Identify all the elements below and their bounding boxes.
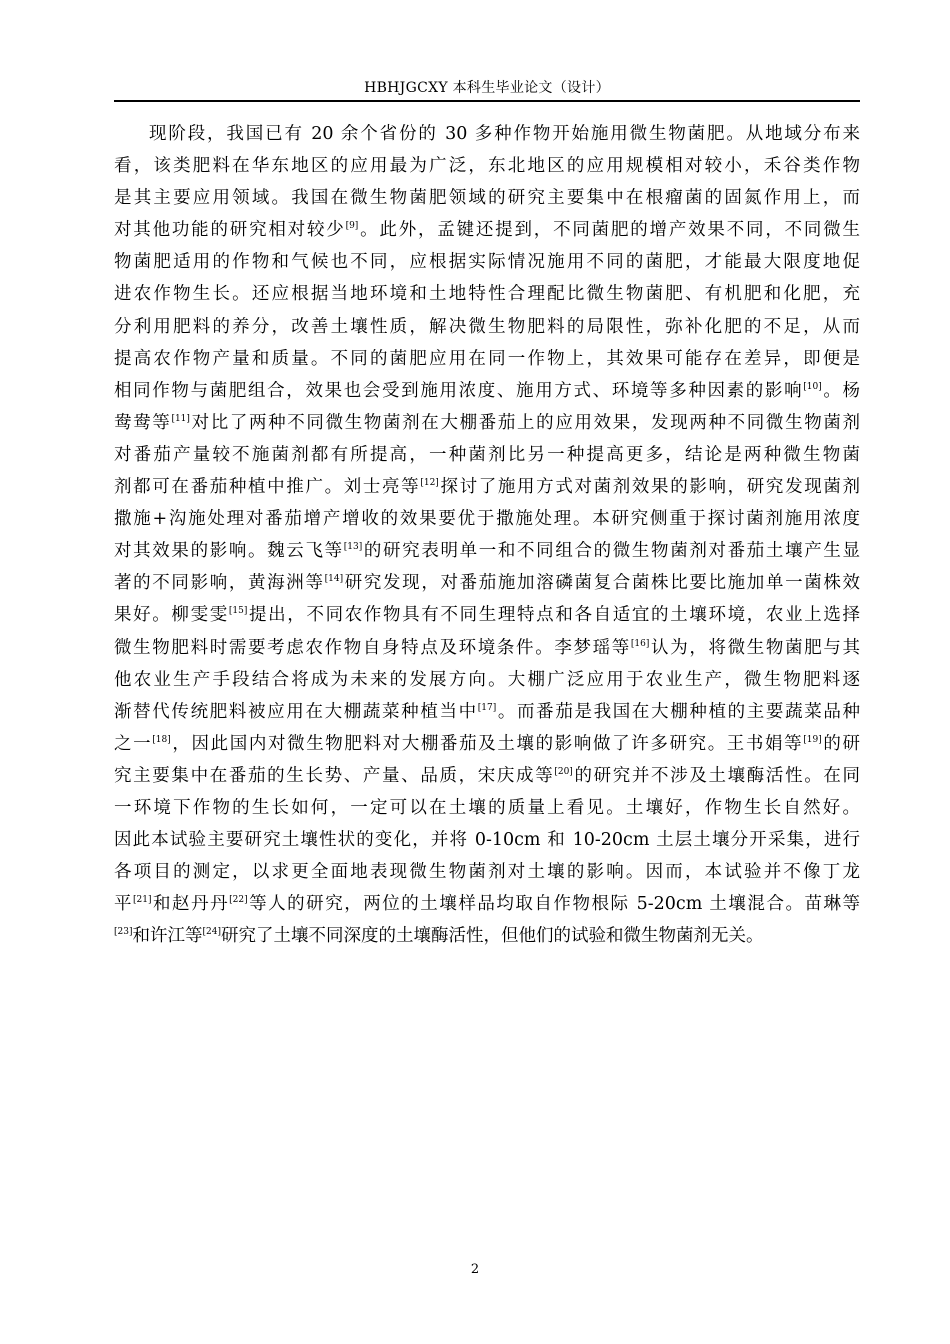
text-run: 究主要集中在番茄的生长势、产量、品质，宋庆成等 [114,765,555,786]
citation-superscript: [21] [133,895,152,906]
text-line [114,599,860,631]
text-run: 一环境下作物的生长如何，一定可以在土壤的质量上看见。土壤好，作物生长自然好。 [114,797,860,818]
text-run: 提高农作物产量和质量。不同的菌肥应用在同一作物上，其效果可能存在差异，即便是 [114,348,860,369]
text-run: 。杨 [821,380,861,401]
text-run: 平 [114,894,134,915]
page-number: 2 [470,1262,480,1277]
text-run: 分利用肥料的养分，改善土壤性质，解决微生物肥料的局限性，弥补化肥的不足，从而 [114,316,860,337]
text-run: 的研 [821,733,861,754]
text-run: 。而番茄是我国在大棚种植的主要蔬菜品种 [496,701,861,722]
text-line [114,920,860,952]
text-run: 和赵丹丹 [151,894,230,915]
text-run: 看，该类肥料在华东地区的应用最为广泛，东北地区的应用规模相对较小，禾谷类作物 [114,156,860,177]
text-line [114,792,860,824]
text-run: 认为，将微生物菌肥与其 [649,637,861,658]
text-run: 对比了两种不同微生物菌剂在大棚番茄上的应用效果，发现两种不同微生物菌剂 [189,412,860,433]
header-rule [114,100,860,102]
text-run: 果好。柳雯雯 [114,605,229,626]
citation-superscript: [23] [114,927,133,938]
text-run: 对番茄产量较不施菌剂都有所提高，一种菌剂比另一种提高更多，结论是两种微生物菌 [114,444,860,465]
text-run: ，因此国内对微生物肥料对大棚番茄及土壤的影响做了许多研究。王书娟等 [170,733,804,754]
text-run: 微生物肥料时需要考虑农作物自身特点及环境条件。李梦瑶等 [114,637,631,658]
citation-superscript: [10] [803,381,822,392]
text-run: 等人的研究，两位的土壤样品均取自作物根际 5-20cm 土壤混合。苗琳等 [247,894,861,915]
text-run: 。此外，孟键还提到，不同菌肥的增产效果不同，不同微生 [358,220,861,241]
citation-superscript: [20] [554,766,573,777]
text-run: 各项目的测定，以求更全面地表现微生物菌剂对土壤的影响。因而，本试验并不像丁龙 [114,862,860,883]
text-run: 研究发现，对番茄施加溶磷菌复合菌株比要比施加单一菌株效 [343,573,861,594]
citation-superscript: [18] [152,734,171,745]
text-run: 撒施+沟施处理对番茄增产增收的效果要优于撒施处理。本研究侧重于探讨菌剂施用浓度 [114,509,860,530]
text-line [114,471,860,503]
text-run: 进农作物生长。还应根据当地环境和土地特性合理配比微生物菌肥、有机肥和化肥，充 [114,284,860,305]
text-run: 提出，不同农作物具有不同生理特点和各自适宜的土壤环境，农业上选择 [247,605,861,626]
text-line [114,824,860,856]
text-run: 他农业生产手段结合将成为未来的发展方向。大棚广泛应用于农业生产，微生物肥料逐 [114,669,860,690]
running-header: HBHJGCXY 本科生毕业论文（设计） [364,80,610,96]
citation-superscript: [14] [324,574,344,585]
citation-superscript: [12] [420,478,439,489]
text-run: 现阶段，我国已有 20 余个省份的 30 多种作物开始施用微生物菌肥。从地域分布来 [149,124,860,144]
text-line [114,118,860,150]
text-run: 因此本试验主要研究土壤性状的变化，并将 0-10cm 和 10-20cm 土层土壤分开采集，进行 [114,830,860,851]
text-line [114,696,860,728]
text-run: 对其效果的影响。魏云飞等 [114,541,344,562]
text-line [114,407,860,439]
text-run: 的研究并不涉及土壤酶活性。在同 [572,765,861,786]
text-line [114,856,860,888]
citation-superscript: [16] [630,638,650,649]
text-run: 物菌肥适用的作物和气候也不同，应根据实际情况施用不同的菌肥，才能最大限度地促 [114,252,860,273]
citation-superscript: [24] [202,927,221,938]
text-run: 和许江等 [132,926,203,947]
text-line [114,150,860,182]
text-line [114,888,860,920]
body-paragraph [114,118,860,952]
text-line [114,664,860,696]
text-line [114,503,860,535]
text-run: 相同作物与菌肥组合，效果也会受到施用浓度、施用方式、环境等多种因素的影响 [114,380,804,401]
text-run: 研究了土壤不同深度的土壤酶活性，但他们的试验和微生物菌剂无关。 [220,926,764,947]
text-run: 著的不同影响，黄海洲等 [114,573,325,594]
text-line [114,214,860,246]
text-run: 对其他功能的研究相对较少 [114,220,346,241]
text-run: 剂都可在番茄种植中推广。刘士亮等 [114,477,421,498]
text-run: 的研究表明单一和不同组合的微生物菌剂对番茄土壤产生显 [362,541,861,562]
citation-superscript: [19] [803,734,822,745]
text-line [114,760,860,792]
text-line [114,567,860,599]
text-line [114,311,860,343]
citation-superscript: [13] [343,542,363,553]
citation-superscript: [15] [228,606,248,617]
text-run: 渐替代传统肥料被应用在大棚蔬菜种植当中 [114,701,478,722]
text-line [114,246,860,278]
text-run: 之一 [114,733,153,754]
text-run: 探讨了施用方式对菌剂效果的影响，研究发现菌剂 [438,477,861,498]
text-line [114,375,860,407]
text-line [114,343,860,375]
text-line [114,728,860,760]
text-line [114,182,860,214]
citation-superscript: [22] [229,895,248,906]
text-run: 是其主要应用领域。我国在微生物菌肥领域的研究主要集中在根瘤菌的固氮作用上，而 [114,188,860,209]
text-line [114,535,860,567]
text-line [114,439,860,471]
text-line [114,632,860,664]
text-run: 鸯鸯等 [114,412,172,433]
citation-superscript: [9] [345,221,359,232]
text-line [114,278,860,310]
citation-superscript: [17] [477,702,497,713]
citation-superscript: [11] [171,413,190,424]
